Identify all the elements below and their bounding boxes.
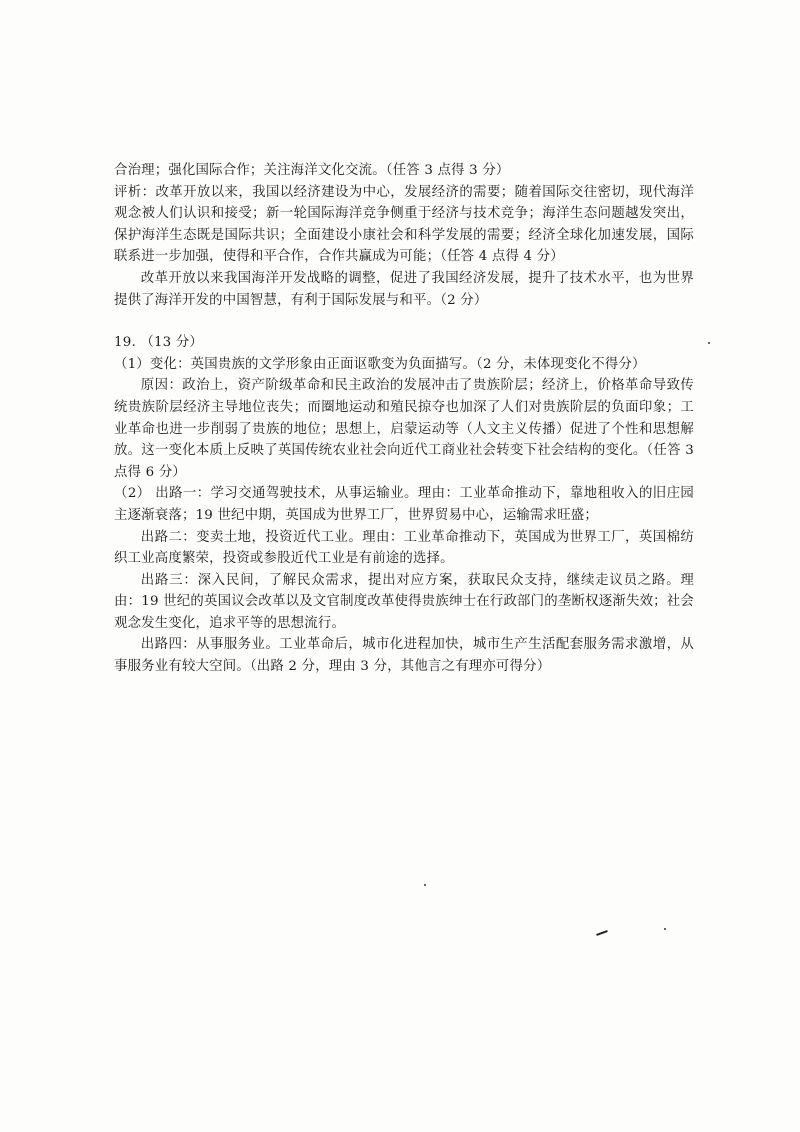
section18-pingxi: 评析：改革开放以来，我国以经济建设为中心，发展经济的需要；随着国际交往密切，现代海洋观念被人们认识和接受；新一轮国际海洋竞争侧重于经济与技术竞争；海洋生态问题越发突出，保护海洋生态既是国际共识；全面建设小康社会和科学发展的需要；经济全球化加速发展，国际联系进一步加强，使得和平合作，合作共赢成为可能；（任答 4 点得 4 分）: [114, 184, 694, 265]
section19-part2-way1: （2） 出路一：学习交通驾驶技术，从事运输业。理由：工业革命推动下，靠地租收入的旧庄园主逐渐衰落；19 世纪中期，英国成为世界工厂，世界贸易中心，运输需求旺盛；: [114, 486, 694, 523]
scan-speck: [424, 884, 426, 886]
section-gap: [114, 311, 694, 332]
scan-speck: [708, 342, 710, 344]
section19-part1-change: （1）变化：英国贵族的文学形象由正面讴歌变为负面描写。（2 分，未体现变化不得分）: [114, 356, 646, 372]
section19-part1-reason: 原因：政治上，资产阶级革命和民主政治的发展冲击了贵族阶层；经济上，价格革命导致传统贵族阶层经济主导地位丧失；而圈地运动和殖民掠夺也加深了人们对贵族阶层的负面印象；工业革命也进一步削弱了贵族的地位；思想上，启蒙运动等（人文主义传播）促进了个性和思想解放。这一变化本质上反映了英国传统农业社会向近代工商业社会转变下社会结构的变化。（任答 3 点得 6 分）: [114, 378, 694, 480]
scan-speck: [664, 928, 666, 930]
scan-mark: [596, 930, 608, 936]
section18-conclusion: 改革开放以来我国海洋开发战略的调整，促进了我国经济发展，提升了技术水平，也为世界提供了海洋开发的中国智慧，有利于国际发展与和平。（2 分）: [114, 270, 694, 308]
answer-text-block: [114, 160, 694, 678]
section19-part2-way4: 出路四：从事服务业。工业革命后，城市化进程加快，城市生产生活配套服务需求激增，从事服务业有较大空间。（出路 2 分，理由 3 分，其他言之有理亦可得分）: [114, 637, 694, 675]
section19-part2-way3: 出路三：深入民间，了解民众需求，提出对应方案，获取民众支持，继续走议员之路。理由：19 世纪的英国议会改革以及文官制度改革使得贵族绅士在行政部门的垄断权逐渐失效；社会观念发生变化，追求平等的思想流行。: [114, 572, 694, 631]
section18-line1: 合治理；强化国际合作；关注海洋文化交流。（任答 3 点得 3 分）: [114, 163, 510, 178]
section19-part2-way2: 出路二：变卖土地，投资近代工业。理由：工业革命推动下，英国成为世界工厂，英国棉纺织工业高度繁荣，投资或参股近代工业是有前途的选择。: [114, 529, 694, 567]
section19-heading: 19. （13 分）: [114, 335, 204, 351]
